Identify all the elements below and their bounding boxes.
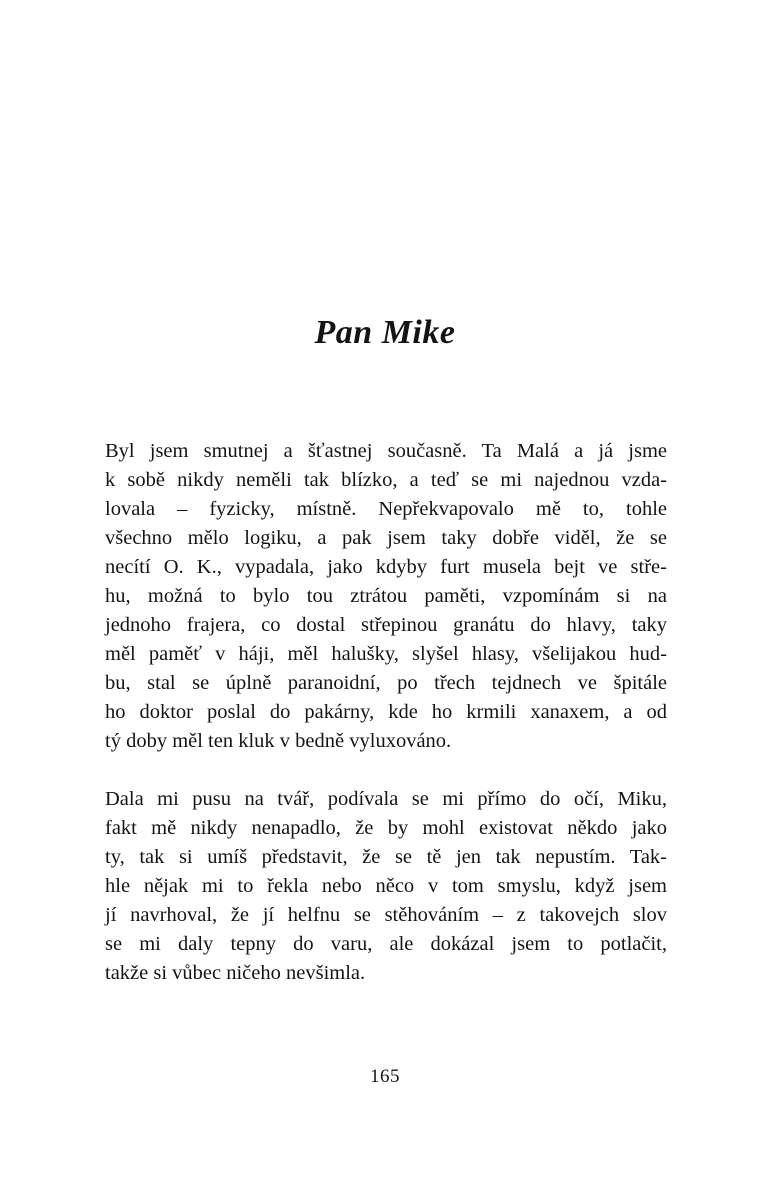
paragraph — [105, 437, 667, 756]
text-line: Dala mi pusu na tvář, podívala se mi přímo do očí, Miku, — [105, 788, 667, 810]
chapter-title: Pan Mike — [314, 314, 456, 351]
body-text — [105, 437, 667, 1017]
text-line: k sobě nikdy neměli tak blízko, a teď se mi najednou vzda- — [105, 469, 667, 491]
text-line: jednoho frajera, co dostal střepinou granátu do hlavy, taky — [105, 614, 667, 636]
text-line: takže si vůbec ničeho nevšimla. — [105, 962, 366, 984]
text-line: měl paměť v háji, měl halušky, slyšel hlasy, všelijakou hud- — [105, 643, 667, 665]
text-line: fakt mě nikdy nenapadlo, že by mohl existovat někdo jako — [105, 817, 667, 839]
text-line: ho doktor poslal do pakárny, kde ho krmili xanaxem, a od — [105, 701, 667, 723]
text-line: hu, možná to bylo tou ztrátou paměti, vzpomínám si na — [105, 585, 667, 607]
paragraph — [105, 785, 667, 988]
text-line: lovala – fyzicky, místně. Nepřekvapovalo mě to, tohle — [105, 498, 667, 520]
text-line: se mi daly tepny do varu, ale dokázal jsem to potlačit, — [105, 933, 667, 955]
text-line: necítí O. K., vypadala, jako kdyby furt musela bejt ve stře- — [105, 556, 667, 578]
text-line: tý doby měl ten kluk v bedně vyluxováno. — [105, 730, 452, 752]
text-line: jí navrhoval, že jí helfnu se stěhováním – z takovejch slov — [105, 904, 667, 926]
text-line: ty, tak si umíš představit, že se tě jen tak nepustím. Tak- — [105, 846, 667, 868]
text-line: Byl jsem smutnej a šťastnej současně. Ta Malá a já jsme — [105, 440, 667, 462]
page-number: 165 — [370, 1066, 400, 1087]
text-line: všechno mělo logiku, a pak jsem taky dobře viděl, že se — [105, 527, 667, 549]
text-line: hle nějak mi to řekla nebo něco v tom smyslu, když jsem — [105, 875, 667, 897]
text-line: bu, stal se úplně paranoidní, po třech tejdnech ve špitále — [105, 672, 667, 694]
